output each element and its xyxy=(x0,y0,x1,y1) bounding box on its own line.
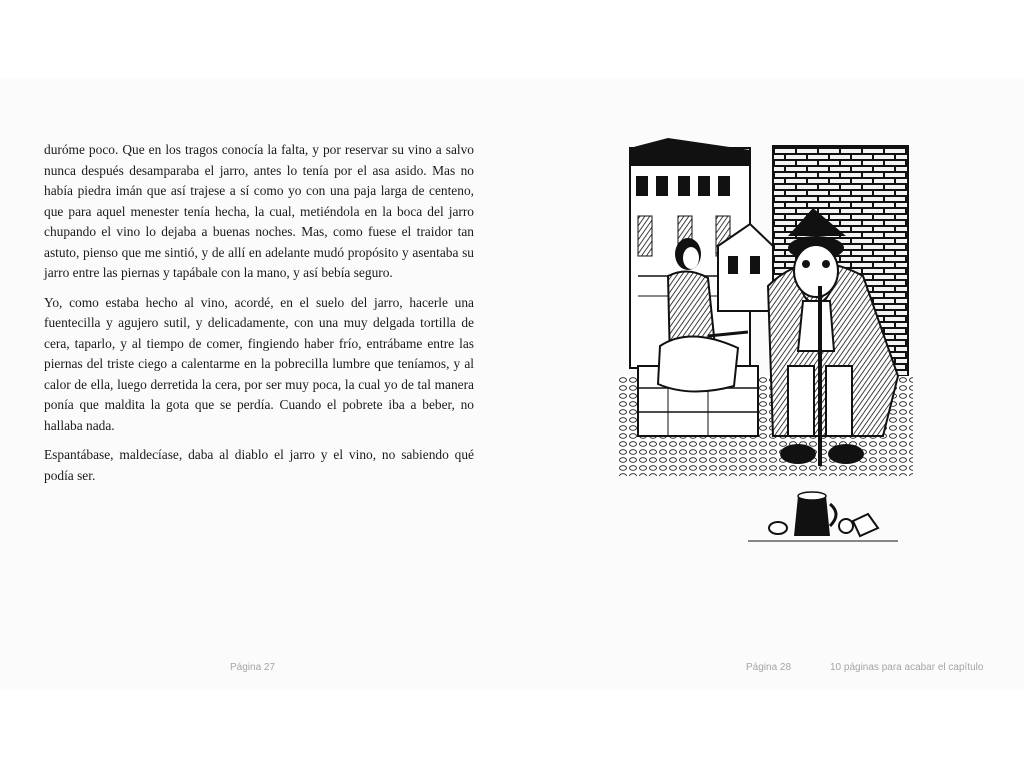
left-page-text xyxy=(44,140,474,495)
paragraph: Yo, como estaba hecho al vino, acordé, en el suelo del jarro, hacerle una fuentecilla y agujero sutil, y delicadamente, con una muy delgada tortilla de cera, taparlo, y al tiempo de comer, fingiendo haber frío, entrábame entre las piernas del triste ciego a calentarme en la pobrecilla lumbre que teníamos, y al calor de ella, luego derretida la cera, por ser muy poca, la cual yo de tal manera ponía que maldita la gota que se perdía. Cuando el pobrete iba a beber, no hallaba nada. xyxy=(44,294,474,433)
paragraph: Espantábase, maldecíase, daba al diablo el jarro y el vino, no sabiendo qué podía ser. xyxy=(44,447,474,483)
paragraph: duróme poco. Que en los tragos conocía la falta, y por reservar su vino a salvo nunca después desamparaba el jarro, antes lo tenía por el asa asido. Mas no había piedra imán que así trajese a sí como yo con una paja larga de centeno, que para aquel menester tenía hecha, la cual, metiéndola en la boca del jarro chupando el vino lo dejaba a buenas noches. Mas, como fuese el traidor tan astuto, pienso que me sintió, y de allí en adelante mudó propósito y asentaba su jarro entre las piernas y tapábale con la mano, y así bebía seguro. xyxy=(44,142,474,280)
book-illustration xyxy=(598,136,933,586)
page-number-right: Página 28 xyxy=(746,662,792,673)
book-reader xyxy=(0,78,1024,690)
chapter-progress-text: 10 páginas para acabar el capítulo xyxy=(830,662,984,673)
page-number-left: Página 27 xyxy=(230,662,276,673)
